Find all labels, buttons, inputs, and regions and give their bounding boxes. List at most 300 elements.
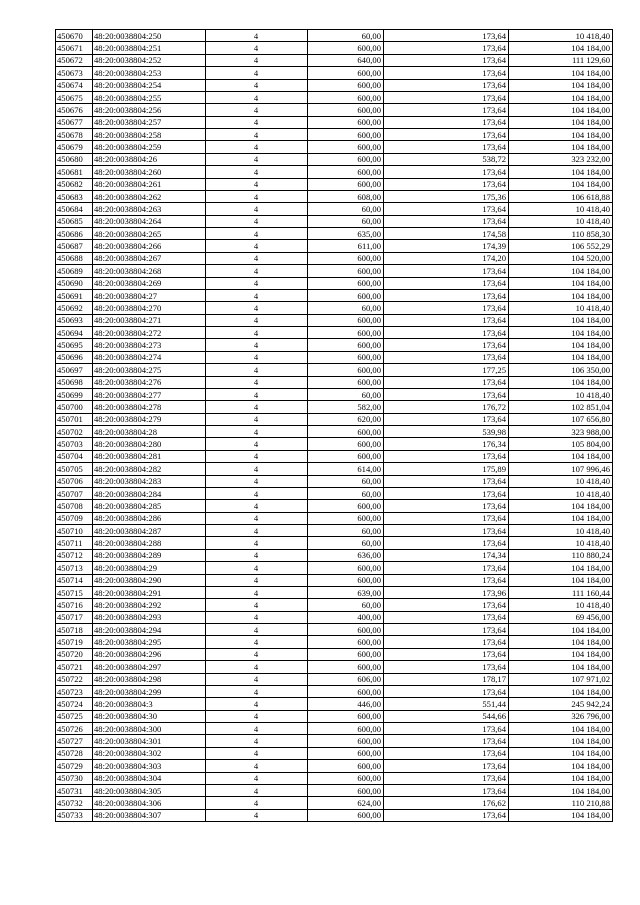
cadastral-number-cell: 48:20:0038804:250 bbox=[93, 30, 206, 42]
row-number-cell: 450726 bbox=[56, 723, 93, 735]
specific-value-cell: 173,64 bbox=[384, 129, 509, 141]
area-cell: 600,00 bbox=[308, 784, 384, 796]
specific-value-cell: 173,64 bbox=[384, 116, 509, 128]
specific-value-cell: 173,64 bbox=[384, 760, 509, 772]
cadastral-number-cell: 48:20:0038804:259 bbox=[93, 141, 206, 153]
cadastral-value-cell: 104 184,00 bbox=[509, 67, 613, 79]
area-cell: 600,00 bbox=[308, 735, 384, 747]
area-cell: 600,00 bbox=[308, 79, 384, 91]
area-cell: 600,00 bbox=[308, 772, 384, 784]
table-row bbox=[56, 67, 613, 79]
area-cell: 600,00 bbox=[308, 252, 384, 264]
row-number-cell: 450705 bbox=[56, 463, 93, 475]
area-cell: 400,00 bbox=[308, 611, 384, 623]
category-cell: 4 bbox=[206, 240, 308, 252]
category-cell: 4 bbox=[206, 586, 308, 598]
specific-value-cell: 173,64 bbox=[384, 574, 509, 586]
cadastral-number-cell: 48:20:0038804:276 bbox=[93, 376, 206, 388]
table-row bbox=[56, 91, 613, 103]
cadastral-value-cell: 104 184,00 bbox=[509, 351, 613, 363]
specific-value-cell: 173,64 bbox=[384, 636, 509, 648]
row-number-cell: 450720 bbox=[56, 648, 93, 660]
cadastral-number-cell: 48:20:0038804:293 bbox=[93, 611, 206, 623]
cadastral-value-cell: 104 184,00 bbox=[509, 376, 613, 388]
category-cell: 4 bbox=[206, 760, 308, 772]
table-row bbox=[56, 710, 613, 722]
cadastral-number-cell: 48:20:0038804:281 bbox=[93, 450, 206, 462]
cadastral-number-cell: 48:20:0038804:273 bbox=[93, 339, 206, 351]
category-cell: 4 bbox=[206, 54, 308, 66]
area-cell: 600,00 bbox=[308, 67, 384, 79]
category-cell: 4 bbox=[206, 413, 308, 425]
table-row bbox=[56, 475, 613, 487]
cadastral-number-cell: 48:20:0038804:292 bbox=[93, 599, 206, 611]
category-cell: 4 bbox=[206, 30, 308, 42]
category-cell: 4 bbox=[206, 178, 308, 190]
table-row bbox=[56, 426, 613, 438]
cadastral-value-cell: 106 350,00 bbox=[509, 364, 613, 376]
row-number-cell: 450674 bbox=[56, 79, 93, 91]
table-row bbox=[56, 413, 613, 425]
cadastral-value-cell: 104 184,00 bbox=[509, 339, 613, 351]
row-number-cell: 450721 bbox=[56, 661, 93, 673]
specific-value-cell: 173,64 bbox=[384, 809, 509, 821]
cadastral-number-cell: 48:20:0038804:263 bbox=[93, 203, 206, 215]
cadastral-value-cell: 326 796,00 bbox=[509, 710, 613, 722]
category-cell: 4 bbox=[206, 190, 308, 202]
category-cell: 4 bbox=[206, 228, 308, 240]
cadastral-number-cell: 48:20:0038804:262 bbox=[93, 190, 206, 202]
table-row bbox=[56, 463, 613, 475]
row-number-cell: 450725 bbox=[56, 710, 93, 722]
cadastral-value-cell: 104 184,00 bbox=[509, 562, 613, 574]
cadastral-number-cell: 48:20:0038804:256 bbox=[93, 104, 206, 116]
cadastral-value-cell: 107 971,02 bbox=[509, 673, 613, 685]
row-number-cell: 450688 bbox=[56, 252, 93, 264]
table-row bbox=[56, 129, 613, 141]
specific-value-cell: 173,64 bbox=[384, 661, 509, 673]
area-cell: 446,00 bbox=[308, 698, 384, 710]
specific-value-cell: 173,64 bbox=[384, 611, 509, 623]
cadastral-value-cell: 10 418,40 bbox=[509, 525, 613, 537]
table-row bbox=[56, 252, 613, 264]
cadastral-value-cell: 110 210,88 bbox=[509, 797, 613, 809]
cadastral-number-cell: 48:20:0038804:300 bbox=[93, 723, 206, 735]
specific-value-cell: 173,64 bbox=[384, 277, 509, 289]
cadastral-value-cell: 104 184,00 bbox=[509, 661, 613, 673]
row-number-cell: 450727 bbox=[56, 735, 93, 747]
cadastral-number-cell: 48:20:0038804:251 bbox=[93, 42, 206, 54]
row-number-cell: 450719 bbox=[56, 636, 93, 648]
area-cell: 60,00 bbox=[308, 525, 384, 537]
cadastral-number-cell: 48:20:0038804:275 bbox=[93, 364, 206, 376]
row-number-cell: 450700 bbox=[56, 401, 93, 413]
row-number-cell: 450708 bbox=[56, 500, 93, 512]
cadastral-number-cell: 48:20:0038804:298 bbox=[93, 673, 206, 685]
row-number-cell: 450677 bbox=[56, 116, 93, 128]
row-number-cell: 450682 bbox=[56, 178, 93, 190]
table-row bbox=[56, 512, 613, 524]
cadastral-value-cell: 104 184,00 bbox=[509, 784, 613, 796]
cadastral-number-cell: 48:20:0038804:279 bbox=[93, 413, 206, 425]
table-row bbox=[56, 240, 613, 252]
category-cell: 4 bbox=[206, 562, 308, 574]
cadastral-number-cell: 48:20:0038804:270 bbox=[93, 302, 206, 314]
area-cell: 600,00 bbox=[308, 636, 384, 648]
area-cell: 582,00 bbox=[308, 401, 384, 413]
row-number-cell: 450712 bbox=[56, 549, 93, 561]
row-number-cell: 450689 bbox=[56, 265, 93, 277]
category-cell: 4 bbox=[206, 388, 308, 400]
table-row bbox=[56, 42, 613, 54]
row-number-cell: 450702 bbox=[56, 426, 93, 438]
cadastral-value-cell: 104 184,00 bbox=[509, 141, 613, 153]
row-number-cell: 450728 bbox=[56, 747, 93, 759]
table-row bbox=[56, 104, 613, 116]
category-cell: 4 bbox=[206, 104, 308, 116]
table-row bbox=[56, 624, 613, 636]
specific-value-cell: 173,64 bbox=[384, 562, 509, 574]
category-cell: 4 bbox=[206, 376, 308, 388]
category-cell: 4 bbox=[206, 463, 308, 475]
row-number-cell: 450680 bbox=[56, 153, 93, 165]
row-number-cell: 450676 bbox=[56, 104, 93, 116]
specific-value-cell: 177,25 bbox=[384, 364, 509, 376]
cadastral-number-cell: 48:20:0038804:306 bbox=[93, 797, 206, 809]
table-row bbox=[56, 673, 613, 685]
cadastral-value-cell: 10 418,40 bbox=[509, 388, 613, 400]
category-cell: 4 bbox=[206, 512, 308, 524]
cadastral-number-cell: 48:20:0038804:289 bbox=[93, 549, 206, 561]
table-row bbox=[56, 549, 613, 561]
table-row bbox=[56, 166, 613, 178]
table-row bbox=[56, 203, 613, 215]
cadastral-value-cell: 104 520,00 bbox=[509, 252, 613, 264]
table-row bbox=[56, 215, 613, 227]
cadastral-value-cell: 104 184,00 bbox=[509, 760, 613, 772]
specific-value-cell: 173,64 bbox=[384, 141, 509, 153]
table-row bbox=[56, 797, 613, 809]
row-number-cell: 450730 bbox=[56, 772, 93, 784]
table-row bbox=[56, 487, 613, 499]
specific-value-cell: 173,64 bbox=[384, 265, 509, 277]
specific-value-cell: 173,64 bbox=[384, 203, 509, 215]
category-cell: 4 bbox=[206, 624, 308, 636]
cadastral-value-cell: 104 184,00 bbox=[509, 500, 613, 512]
cadastral-number-cell: 48:20:0038804:287 bbox=[93, 525, 206, 537]
specific-value-cell: 173,64 bbox=[384, 723, 509, 735]
category-cell: 4 bbox=[206, 166, 308, 178]
specific-value-cell: 173,64 bbox=[384, 624, 509, 636]
cadastral-number-cell: 48:20:0038804:3 bbox=[93, 698, 206, 710]
specific-value-cell: 544,66 bbox=[384, 710, 509, 722]
cadastral-value-cell: 104 184,00 bbox=[509, 314, 613, 326]
area-cell: 600,00 bbox=[308, 289, 384, 301]
cadastral-value-cell: 104 184,00 bbox=[509, 327, 613, 339]
cadastral-value-cell: 10 418,40 bbox=[509, 599, 613, 611]
category-cell: 4 bbox=[206, 203, 308, 215]
area-cell: 600,00 bbox=[308, 376, 384, 388]
table-row bbox=[56, 685, 613, 697]
specific-value-cell: 173,64 bbox=[384, 327, 509, 339]
specific-value-cell: 175,36 bbox=[384, 190, 509, 202]
category-cell: 4 bbox=[206, 314, 308, 326]
table-row bbox=[56, 599, 613, 611]
cadastral-value-cell: 104 184,00 bbox=[509, 104, 613, 116]
cadastral-value-cell: 104 184,00 bbox=[509, 624, 613, 636]
specific-value-cell: 175,89 bbox=[384, 463, 509, 475]
area-cell: 600,00 bbox=[308, 141, 384, 153]
specific-value-cell: 173,64 bbox=[384, 413, 509, 425]
specific-value-cell: 173,64 bbox=[384, 784, 509, 796]
cadastral-number-cell: 48:20:0038804:288 bbox=[93, 537, 206, 549]
row-number-cell: 450697 bbox=[56, 364, 93, 376]
row-number-cell: 450713 bbox=[56, 562, 93, 574]
row-number-cell: 450724 bbox=[56, 698, 93, 710]
cadastral-value-cell: 10 418,40 bbox=[509, 537, 613, 549]
specific-value-cell: 173,64 bbox=[384, 91, 509, 103]
specific-value-cell: 173,64 bbox=[384, 302, 509, 314]
cadastral-number-cell: 48:20:0038804:272 bbox=[93, 327, 206, 339]
category-cell: 4 bbox=[206, 438, 308, 450]
area-cell: 60,00 bbox=[308, 487, 384, 499]
area-cell: 60,00 bbox=[308, 30, 384, 42]
category-cell: 4 bbox=[206, 277, 308, 289]
table-row bbox=[56, 314, 613, 326]
area-cell: 60,00 bbox=[308, 537, 384, 549]
cadastral-value-cell: 106 552,29 bbox=[509, 240, 613, 252]
cadastral-value-cell: 104 184,00 bbox=[509, 277, 613, 289]
cadastral-value-cell: 111 129,60 bbox=[509, 54, 613, 66]
area-cell: 600,00 bbox=[308, 116, 384, 128]
row-number-cell: 450691 bbox=[56, 289, 93, 301]
row-number-cell: 450732 bbox=[56, 797, 93, 809]
table-row bbox=[56, 450, 613, 462]
cadastral-value-cell: 106 618,88 bbox=[509, 190, 613, 202]
category-cell: 4 bbox=[206, 339, 308, 351]
area-cell: 600,00 bbox=[308, 327, 384, 339]
cadastral-value-cell: 10 418,40 bbox=[509, 487, 613, 499]
area-cell: 624,00 bbox=[308, 797, 384, 809]
row-number-cell: 450685 bbox=[56, 215, 93, 227]
row-number-cell: 450679 bbox=[56, 141, 93, 153]
cadastral-value-cell: 104 184,00 bbox=[509, 735, 613, 747]
row-number-cell: 450704 bbox=[56, 450, 93, 462]
cadastral-number-cell: 48:20:0038804:29 bbox=[93, 562, 206, 574]
row-number-cell: 450698 bbox=[56, 376, 93, 388]
category-cell: 4 bbox=[206, 599, 308, 611]
category-cell: 4 bbox=[206, 525, 308, 537]
cadastral-value-cell: 104 184,00 bbox=[509, 42, 613, 54]
specific-value-cell: 173,64 bbox=[384, 215, 509, 227]
area-cell: 600,00 bbox=[308, 661, 384, 673]
cadastral-value-cell: 107 996,46 bbox=[509, 463, 613, 475]
cadastral-number-cell: 48:20:0038804:297 bbox=[93, 661, 206, 673]
category-cell: 4 bbox=[206, 784, 308, 796]
row-number-cell: 450731 bbox=[56, 784, 93, 796]
category-cell: 4 bbox=[206, 252, 308, 264]
cadastral-number-cell: 48:20:0038804:291 bbox=[93, 586, 206, 598]
category-cell: 4 bbox=[206, 215, 308, 227]
area-cell: 600,00 bbox=[308, 351, 384, 363]
specific-value-cell: 178,17 bbox=[384, 673, 509, 685]
cadastral-value-cell: 104 184,00 bbox=[509, 648, 613, 660]
cadastral-number-cell: 48:20:0038804:280 bbox=[93, 438, 206, 450]
area-cell: 60,00 bbox=[308, 215, 384, 227]
area-cell: 640,00 bbox=[308, 54, 384, 66]
table-row bbox=[56, 388, 613, 400]
table-row bbox=[56, 30, 613, 42]
row-number-cell: 450690 bbox=[56, 277, 93, 289]
cadastral-value-cell: 10 418,40 bbox=[509, 475, 613, 487]
row-number-cell: 450707 bbox=[56, 487, 93, 499]
cadastral-number-cell: 48:20:0038804:252 bbox=[93, 54, 206, 66]
specific-value-cell: 173,64 bbox=[384, 537, 509, 549]
cadastral-value-cell: 323 988,00 bbox=[509, 426, 613, 438]
table-row bbox=[56, 277, 613, 289]
area-cell: 600,00 bbox=[308, 747, 384, 759]
specific-value-cell: 173,64 bbox=[384, 599, 509, 611]
specific-value-cell: 173,64 bbox=[384, 772, 509, 784]
area-cell: 600,00 bbox=[308, 104, 384, 116]
row-number-cell: 450709 bbox=[56, 512, 93, 524]
specific-value-cell: 173,64 bbox=[384, 289, 509, 301]
table-row bbox=[56, 289, 613, 301]
cadastral-value-cell: 104 184,00 bbox=[509, 772, 613, 784]
category-cell: 4 bbox=[206, 426, 308, 438]
row-number-cell: 450723 bbox=[56, 685, 93, 697]
table-row bbox=[56, 364, 613, 376]
table-row bbox=[56, 376, 613, 388]
cadastral-value-table bbox=[55, 29, 613, 822]
specific-value-cell: 173,64 bbox=[384, 42, 509, 54]
table-row bbox=[56, 438, 613, 450]
category-cell: 4 bbox=[206, 327, 308, 339]
table-row bbox=[56, 574, 613, 586]
specific-value-cell: 539,98 bbox=[384, 426, 509, 438]
cadastral-value-cell: 104 184,00 bbox=[509, 809, 613, 821]
cadastral-value-cell: 104 184,00 bbox=[509, 116, 613, 128]
document-page bbox=[55, 29, 613, 822]
table-row bbox=[56, 723, 613, 735]
table-row bbox=[56, 351, 613, 363]
area-cell: 600,00 bbox=[308, 364, 384, 376]
area-cell: 600,00 bbox=[308, 723, 384, 735]
cadastral-number-cell: 48:20:0038804:269 bbox=[93, 277, 206, 289]
category-cell: 4 bbox=[206, 673, 308, 685]
table-row bbox=[56, 636, 613, 648]
specific-value-cell: 173,64 bbox=[384, 351, 509, 363]
category-cell: 4 bbox=[206, 698, 308, 710]
area-cell: 600,00 bbox=[308, 265, 384, 277]
row-number-cell: 450670 bbox=[56, 30, 93, 42]
area-cell: 636,00 bbox=[308, 549, 384, 561]
row-number-cell: 450675 bbox=[56, 91, 93, 103]
specific-value-cell: 173,64 bbox=[384, 376, 509, 388]
category-cell: 4 bbox=[206, 302, 308, 314]
table-row bbox=[56, 648, 613, 660]
row-number-cell: 450672 bbox=[56, 54, 93, 66]
row-number-cell: 450717 bbox=[56, 611, 93, 623]
category-cell: 4 bbox=[206, 648, 308, 660]
area-cell: 600,00 bbox=[308, 624, 384, 636]
specific-value-cell: 173,64 bbox=[384, 648, 509, 660]
table-row bbox=[56, 339, 613, 351]
specific-value-cell: 174,34 bbox=[384, 549, 509, 561]
category-cell: 4 bbox=[206, 141, 308, 153]
specific-value-cell: 173,64 bbox=[384, 525, 509, 537]
cadastral-number-cell: 48:20:0038804:278 bbox=[93, 401, 206, 413]
table-row bbox=[56, 784, 613, 796]
category-cell: 4 bbox=[206, 500, 308, 512]
area-cell: 600,00 bbox=[308, 438, 384, 450]
category-cell: 4 bbox=[206, 710, 308, 722]
specific-value-cell: 176,34 bbox=[384, 438, 509, 450]
cadastral-value-cell: 104 184,00 bbox=[509, 574, 613, 586]
category-cell: 4 bbox=[206, 42, 308, 54]
area-cell: 600,00 bbox=[308, 91, 384, 103]
table-row bbox=[56, 735, 613, 747]
area-cell: 600,00 bbox=[308, 574, 384, 586]
area-cell: 600,00 bbox=[308, 42, 384, 54]
specific-value-cell: 176,72 bbox=[384, 401, 509, 413]
cadastral-value-cell: 104 184,00 bbox=[509, 512, 613, 524]
cadastral-number-cell: 48:20:0038804:286 bbox=[93, 512, 206, 524]
specific-value-cell: 174,20 bbox=[384, 252, 509, 264]
specific-value-cell: 173,64 bbox=[384, 104, 509, 116]
row-number-cell: 450710 bbox=[56, 525, 93, 537]
row-number-cell: 450673 bbox=[56, 67, 93, 79]
cadastral-value-cell: 245 942,24 bbox=[509, 698, 613, 710]
cadastral-value-cell: 105 804,00 bbox=[509, 438, 613, 450]
row-number-cell: 450693 bbox=[56, 314, 93, 326]
specific-value-cell: 551,44 bbox=[384, 698, 509, 710]
cadastral-number-cell: 48:20:0038804:28 bbox=[93, 426, 206, 438]
row-number-cell: 450683 bbox=[56, 190, 93, 202]
category-cell: 4 bbox=[206, 153, 308, 165]
area-cell: 600,00 bbox=[308, 710, 384, 722]
specific-value-cell: 174,39 bbox=[384, 240, 509, 252]
specific-value-cell: 173,64 bbox=[384, 67, 509, 79]
cadastral-value-cell: 104 184,00 bbox=[509, 450, 613, 462]
row-number-cell: 450706 bbox=[56, 475, 93, 487]
cadastral-number-cell: 48:20:0038804:302 bbox=[93, 747, 206, 759]
area-cell: 600,00 bbox=[308, 166, 384, 178]
category-cell: 4 bbox=[206, 537, 308, 549]
area-cell: 606,00 bbox=[308, 673, 384, 685]
table-row bbox=[56, 611, 613, 623]
area-cell: 611,00 bbox=[308, 240, 384, 252]
cadastral-number-cell: 48:20:0038804:277 bbox=[93, 388, 206, 400]
table-row bbox=[56, 809, 613, 821]
specific-value-cell: 173,64 bbox=[384, 79, 509, 91]
cadastral-number-cell: 48:20:0038804:285 bbox=[93, 500, 206, 512]
row-number-cell: 450696 bbox=[56, 351, 93, 363]
cadastral-number-cell: 48:20:0038804:266 bbox=[93, 240, 206, 252]
cadastral-value-cell: 104 184,00 bbox=[509, 723, 613, 735]
cadastral-number-cell: 48:20:0038804:303 bbox=[93, 760, 206, 772]
cadastral-value-cell: 104 184,00 bbox=[509, 178, 613, 190]
specific-value-cell: 173,64 bbox=[384, 735, 509, 747]
cadastral-number-cell: 48:20:0038804:257 bbox=[93, 116, 206, 128]
area-cell: 620,00 bbox=[308, 413, 384, 425]
specific-value-cell: 173,64 bbox=[384, 166, 509, 178]
category-cell: 4 bbox=[206, 549, 308, 561]
cadastral-number-cell: 48:20:0038804:264 bbox=[93, 215, 206, 227]
cadastral-number-cell: 48:20:0038804:290 bbox=[93, 574, 206, 586]
table-row bbox=[56, 586, 613, 598]
cadastral-value-cell: 104 184,00 bbox=[509, 636, 613, 648]
